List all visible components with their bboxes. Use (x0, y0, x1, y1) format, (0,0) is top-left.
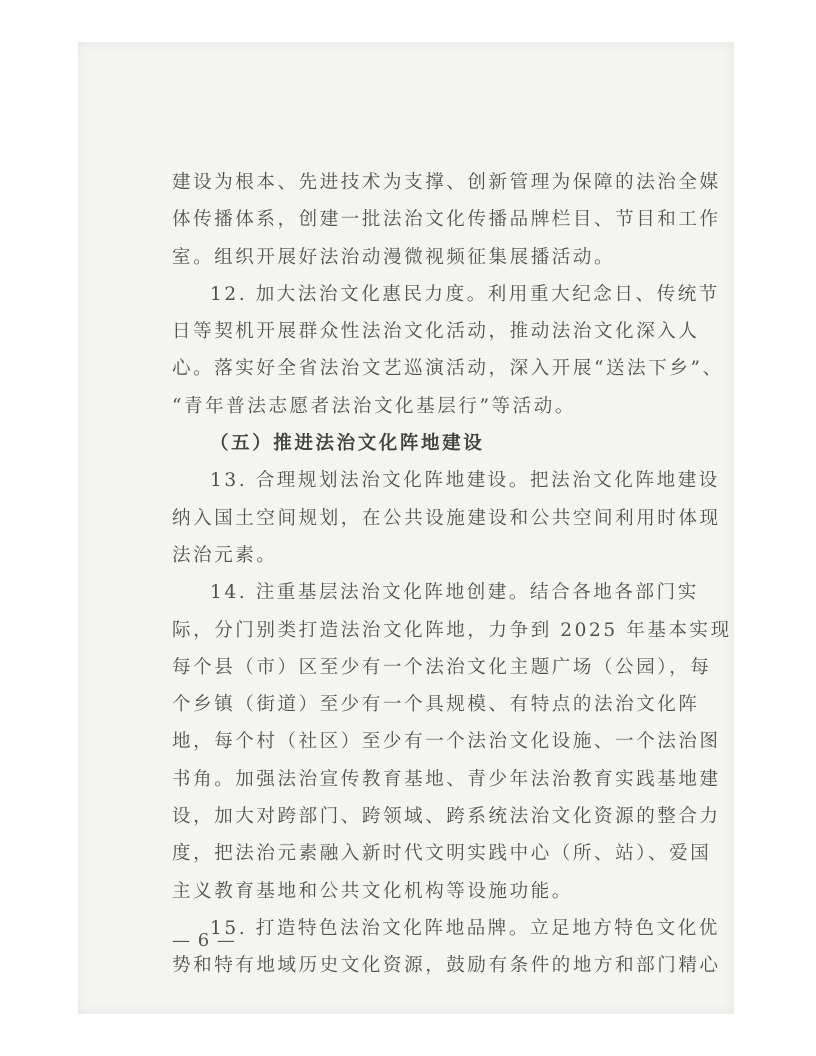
text-line: “青年普法志愿者法治文化基层行”等活动。 (172, 395, 576, 417)
text-line: 际，分门别类打造法治文化阵地，力争到 2025 年基本实现 (172, 619, 732, 641)
item-12-title: 12. 加大法治文化惠民力度。利用重大纪念日、传统节 (210, 283, 720, 305)
text-line: 势和特有地域历史文化资源，鼓励有条件的地方和部门精心 (172, 955, 721, 977)
text-line: 地，每个村（社区）至少有一个法治文化设施、一个法治图 (172, 731, 721, 753)
text-line: 体传播体系，创建一批法治文化传播品牌栏目、节目和工作 (172, 209, 721, 231)
text-line: 度，把法治元素融入新时代文明实践中心（所、站）、爱国 (172, 843, 712, 865)
text-line: 每个县（市）区至少有一个法治文化主题广场（公园），每 (172, 656, 712, 678)
text-line: 日等契机开展群众性法治文化活动，推动法治文化深入人 (172, 321, 700, 343)
text-line: 个乡镇（街道）至少有一个具规模、有特点的法治文化阵 (172, 694, 700, 716)
page-number: — 6 — (172, 930, 236, 951)
text-line: 心。落实好全省法治文艺巡演活动，深入开展“送法下乡”、 (172, 358, 724, 380)
text-line: 建设为根本、先进技术为支撑、创新管理为保障的法治全媒 (172, 172, 721, 193)
item-14-title: 14. 注重基层法治文化阵地创建。结合各地各部门实 (210, 582, 699, 604)
item-15-title: 15. 打造特色法治文化阵地品牌。立足地方特色文化优 (210, 917, 720, 939)
text-line: 室。组织开展好法治动漫微视频征集展播活动。 (172, 246, 616, 268)
text-line: 纳入国土空间规划，在公共设施建设和公共空间利用时体现 (172, 507, 721, 529)
text-line: 设，加大对跨部门、跨领域、跨系统法治文化资源的整合力 (172, 806, 721, 828)
text-line: 法治元素。 (172, 544, 278, 566)
item-13-title: 13. 合理规划法治文化阵地建设。把法治文化阵地建设 (210, 470, 720, 492)
text-line: 书角。加强法治宣传教育基地、青少年法治教育实践基地建 (172, 768, 721, 790)
text-line: 主义教育基地和公共文化机构等设施功能。 (172, 880, 573, 902)
document-body (172, 164, 732, 985)
section-heading: （五）推进法治文化阵地建设 (210, 433, 485, 455)
